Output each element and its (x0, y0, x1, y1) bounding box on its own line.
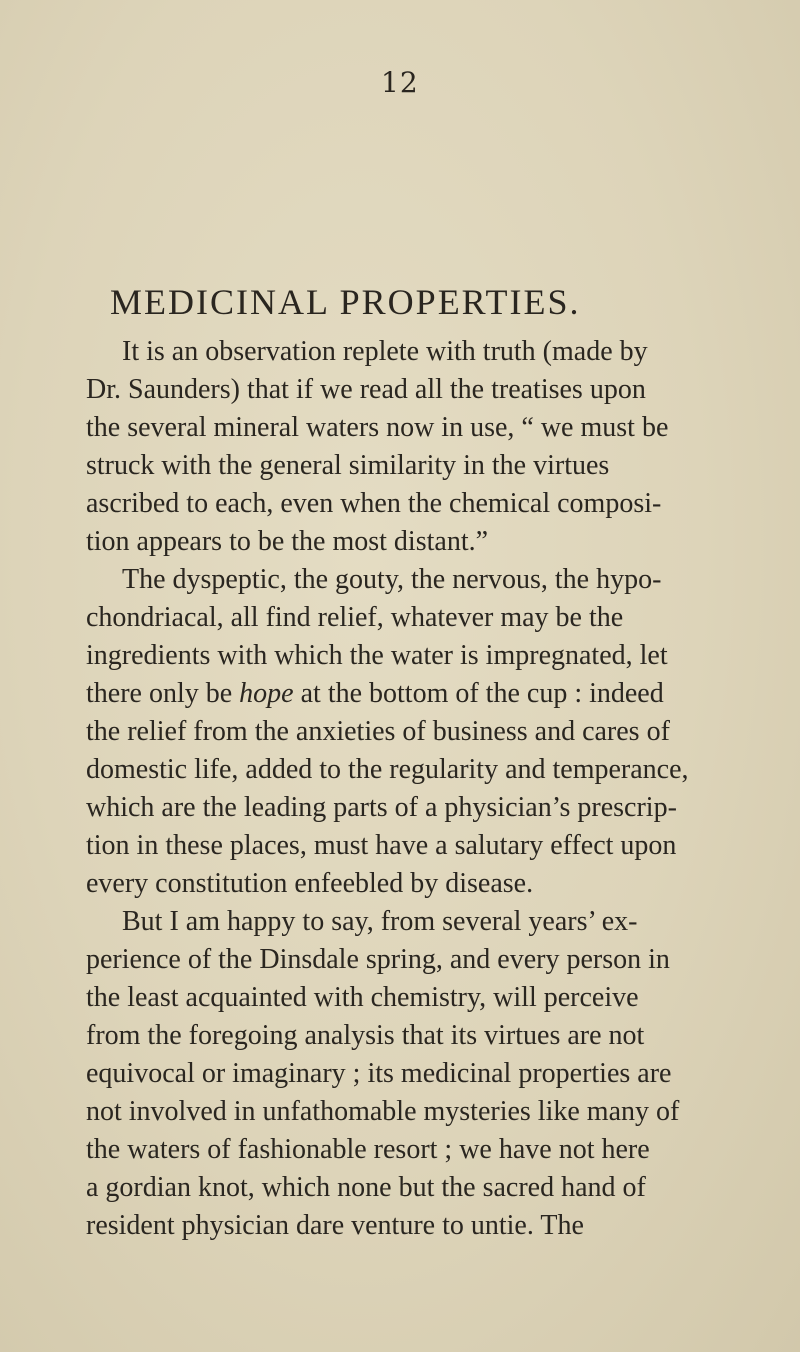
text-line: ingredients with which the water is impregnated, let (86, 640, 668, 671)
text-line: The dyspeptic, the gouty, the nervous, the hypo- (122, 564, 662, 595)
text-line: tion appears to be the most distant.” (86, 526, 489, 557)
text-line: every constitution enfeebled by disease. (86, 868, 534, 899)
text-line: domestic life, added to the regularity and temperance, (86, 754, 689, 785)
page-title: MEDICINAL PROPERTIES. (110, 282, 581, 322)
text-span: there only be (86, 678, 240, 709)
text-line: equivocal or imaginary ; its medicinal properties are (86, 1058, 672, 1089)
text-line: Dr. Saunders) that if we read all the treatises upon (86, 374, 646, 405)
text-line: the several mineral waters now in use, “ we must be (86, 412, 669, 443)
text-line: ascribed to each, even when the chemical composi- (86, 488, 662, 519)
page-number: 12 (381, 66, 419, 99)
text-line: perience of the Dinsdale spring, and every person in (86, 944, 670, 975)
text-line: not involved in unfathomable mysteries like many of (86, 1096, 680, 1127)
text-line: which are the leading parts of a physician’s prescrip- (86, 792, 677, 823)
text-line: the least acquainted with chemistry, will perceive (86, 982, 639, 1013)
text-line: a gordian knot, which none but the sacred hand of (86, 1172, 646, 1203)
text-span: at the bottom of the cup : indeed (293, 678, 664, 709)
text-line: tion in these places, must have a salutary effect upon (86, 830, 677, 861)
italic-word: hope (239, 678, 294, 709)
text-line: chondriacal, all find relief, whatever may be the (86, 602, 624, 633)
text-line: from the foregoing analysis that its virtues are not (86, 1020, 645, 1051)
text-line: It is an observation replete with truth (made by (122, 336, 648, 367)
text-line: struck with the general similarity in the virtues (86, 450, 610, 481)
text-line: the waters of fashionable resort ; we have not here (86, 1134, 650, 1165)
text-line: But I am happy to say, from several years’ ex- (122, 906, 638, 937)
text-line: the relief from the anxieties of business and cares of (86, 716, 670, 747)
text-line: resident physician dare venture to untie. The (86, 1210, 584, 1241)
text-line-with-italic (86, 676, 758, 712)
